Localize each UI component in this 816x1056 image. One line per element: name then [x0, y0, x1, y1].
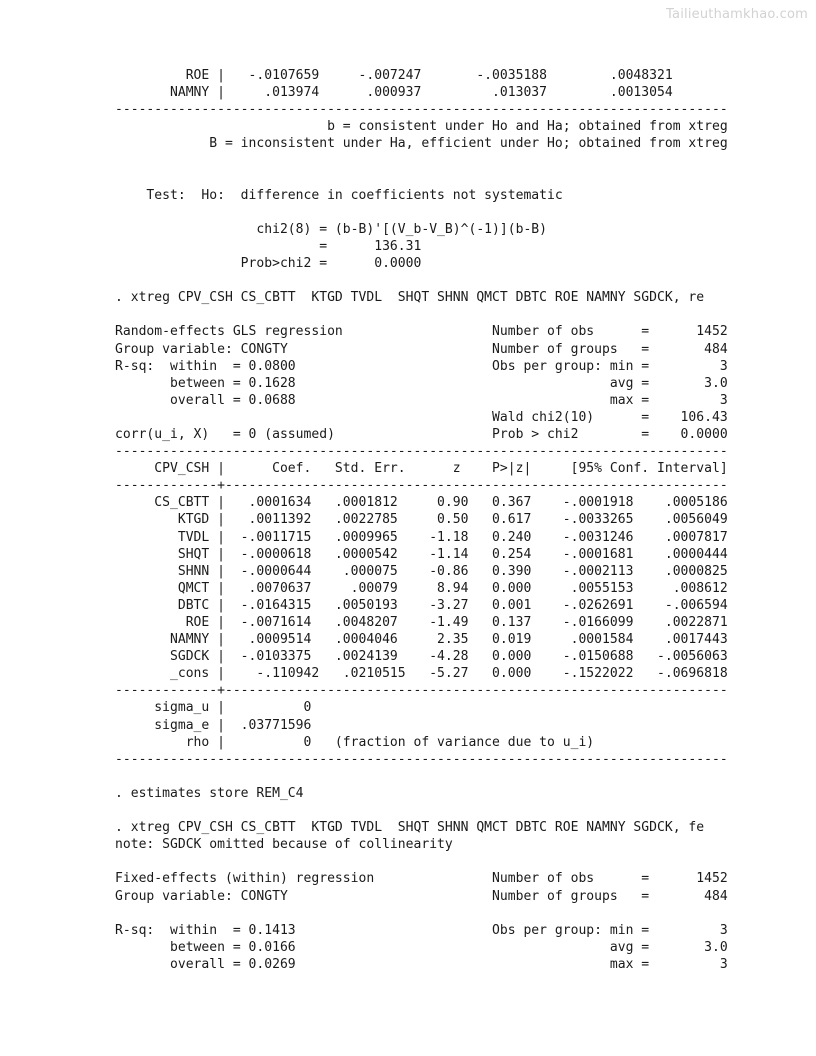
output-line: NAMNY | .013974 .000937 .013037 .0013054: [115, 85, 673, 101]
output-line: CS_CBTT | .0001634 .0001812 0.90 0.367 -.0001918 .0005186: [115, 495, 728, 511]
output-line: Test: Ho: difference in coefficients not systematic: [115, 187, 563, 203]
output-line: SHNN | -.0000644 .000075 -0.86 0.390 -.0002113 .0000825: [115, 563, 728, 579]
output-line: -------------+----------------------------------------------------------------: [115, 478, 728, 494]
output-line: Prob>chi2 = 0.0000: [115, 256, 422, 272]
output-line: ROE | -.0071614 .0048207 -1.49 0.137 -.0166099 .0022871: [115, 615, 728, 630]
output-line: SHQT | -.0000618 .0000542 -1.14 0.254 -.0001681 .0000444: [115, 546, 728, 562]
output-line: Fixed-effects (within) regression Number of obs = 1452: [115, 871, 728, 887]
output-line: TVDL | -.0011715 .0009965 -1.18 0.240 -.0031246 .0007817: [115, 529, 728, 545]
output-line: [115, 905, 728, 922]
output-line: [115, 853, 728, 870]
output-line: NAMNY | .0009514 .0004046 2.35 0.019 .0001584 .0017443: [115, 632, 728, 648]
output-line: [115, 152, 728, 169]
output-line: ------------------------------------------------------------------------------: [115, 751, 728, 767]
output-line: DBTC | -.0164315 .0050193 -3.27 0.001 -.0262691 -.006594: [115, 597, 728, 613]
output-line: QMCT | .0070637 .00079 8.94 0.000 .0055153 .008612: [115, 580, 728, 596]
output-line: rho | 0 (fraction of variance due to u_i): [115, 734, 595, 750]
output-line: overall = 0.0269 max = 3: [115, 956, 728, 972]
output-line: [115, 170, 728, 187]
output-line: [115, 768, 728, 785]
output-line: -------------+----------------------------------------------------------------: [115, 683, 728, 699]
output-line: . xtreg CPV_CSH CS_CBTT KTGD TVDL SHQT SHNN QMCT DBTC ROE NAMNY SGDCK, re: [115, 290, 705, 306]
output-line: b = consistent under Ho and Ha; obtained from xtreg: [115, 119, 728, 135]
output-line: [115, 204, 728, 221]
output-line: Group variable: CONGTY Number of groups = 484: [115, 888, 728, 904]
output-line: R-sq: within = 0.1413 Obs per group: min = 3: [115, 922, 728, 938]
output-line: SGDCK | -.0103375 .0024139 -4.28 0.000 -.0150688 -.0056063: [115, 649, 728, 665]
output-line: ------------------------------------------------------------------------------: [115, 444, 728, 460]
output-line: note: SGDCK omitted because of collinearity: [115, 837, 453, 853]
output-line: between = 0.1628 avg = 3.0: [115, 375, 728, 391]
output-line: ROE | -.0107659 -.007247 -.0035188 .0048321: [115, 68, 673, 83]
output-line: ------------------------------------------------------------------------------: [115, 102, 728, 118]
output-line: . xtreg CPV_CSH CS_CBTT KTGD TVDL SHQT SHNN QMCT DBTC ROE NAMNY SGDCK, fe: [115, 820, 705, 836]
output-line: corr(u_i, X) = 0 (assumed) Prob > chi2 = 0.0000: [115, 426, 728, 442]
output-line: CPV_CSH | Coef. Std. Err. z P>|z| [95% Conf. Interval]: [115, 461, 728, 477]
output-line: [115, 272, 728, 289]
output-line: sigma_u | 0: [115, 700, 312, 716]
output-line: [115, 802, 728, 819]
output-line: overall = 0.0688 max = 3: [115, 392, 728, 408]
output-line: sigma_e | .03771596: [115, 717, 312, 733]
output-line: [115, 306, 728, 323]
watermark-text: Tailieuthamkhao.com: [666, 7, 808, 22]
output-line: Wald chi2(10) = 106.43: [115, 409, 728, 425]
output-line: KTGD | .0011392 .0022785 0.50 0.617 -.0033265 .0056049: [115, 512, 728, 528]
output-line: Random-effects GLS regression Number of obs = 1452: [115, 324, 728, 340]
output-line: between = 0.0166 avg = 3.0: [115, 939, 728, 955]
output-line: R-sq: within = 0.0800 Obs per group: min = 3: [115, 358, 728, 374]
output-line: = 136.31: [115, 238, 422, 254]
stata-output-log: [115, 67, 728, 973]
output-line: . estimates store REM_C4: [115, 785, 304, 801]
output-line: Group variable: CONGTY Number of groups = 484: [115, 341, 728, 357]
output-line: _cons | -.110942 .0210515 -5.27 0.000 -.1522022 -.0696818: [115, 666, 728, 682]
output-line: chi2(8) = (b-B)'[(V_b-V_B)^(-1)](b-B): [115, 221, 548, 237]
output-line: B = inconsistent under Ha, efficient under Ho; obtained from xtreg: [115, 136, 728, 152]
